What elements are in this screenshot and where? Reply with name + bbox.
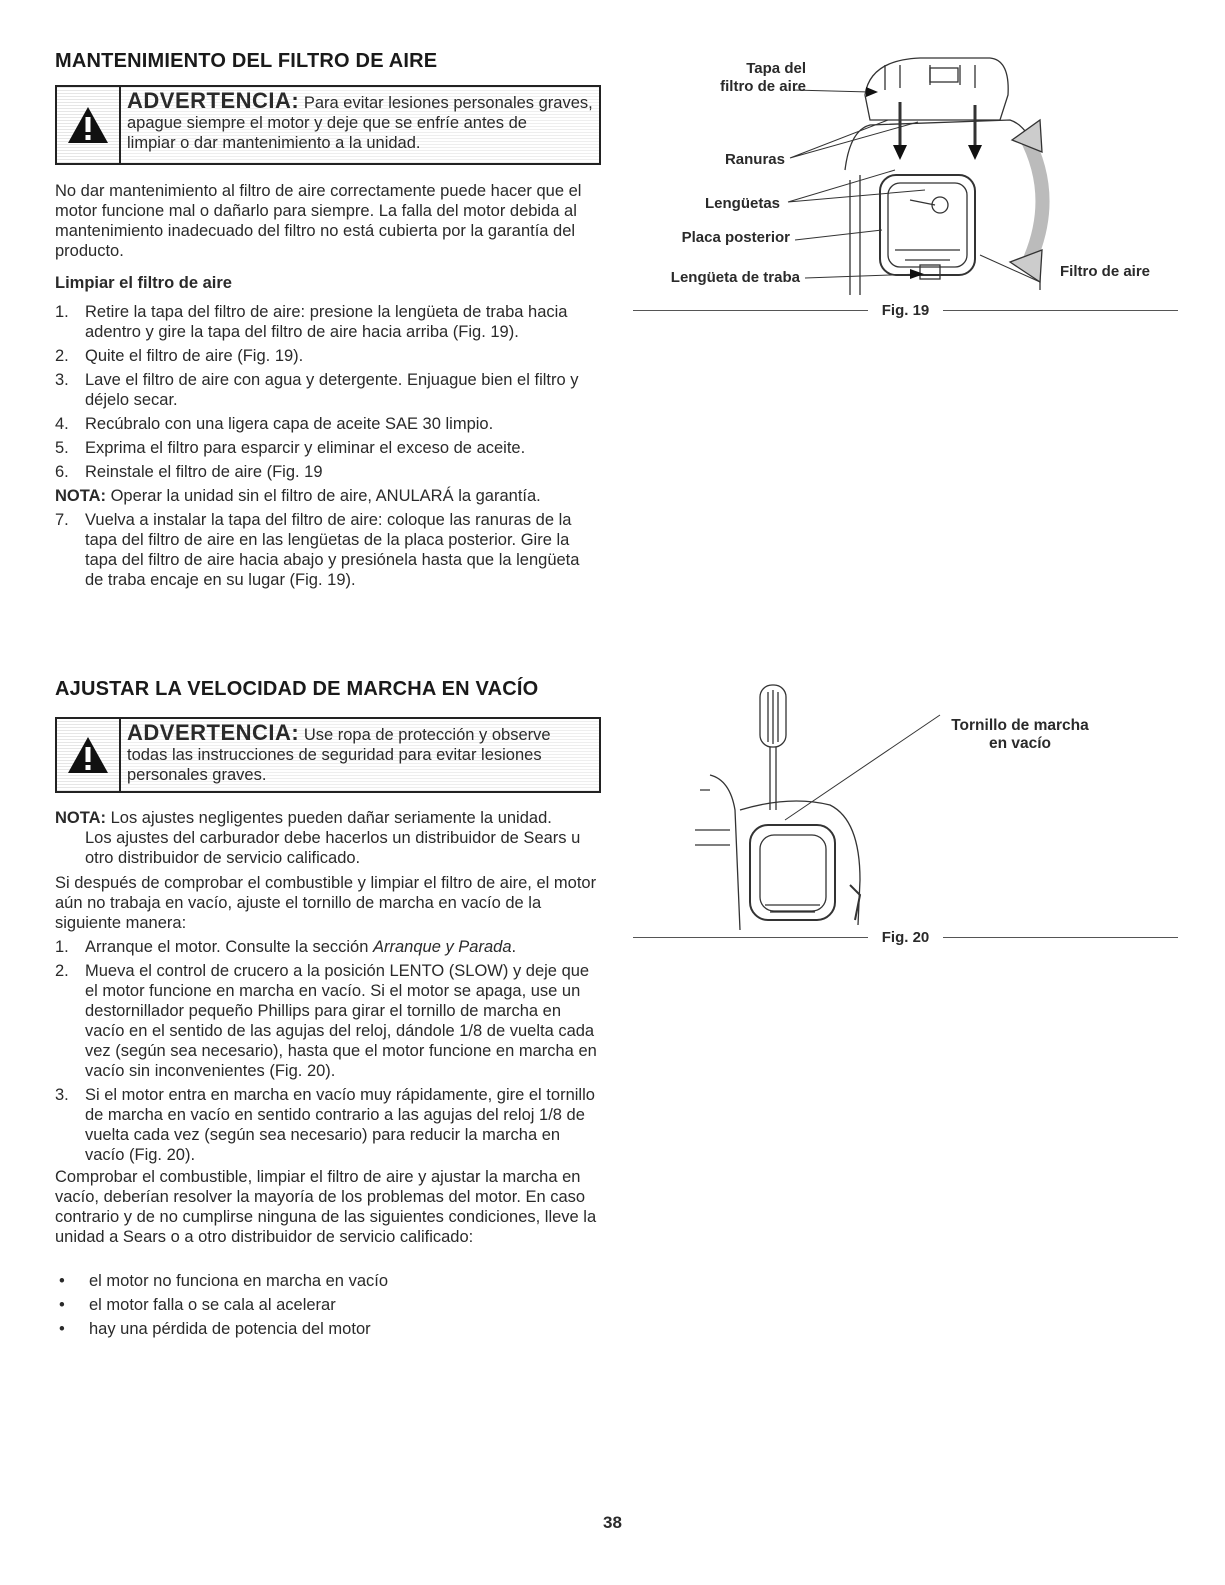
nota-text: Los ajustes del carburador debe hacerlos un distribuidor de Sears u otro distribuidor de servicio calificado. — [85, 829, 581, 867]
warning-text: apague siempre el motor y deje que se enfríe antes de — [127, 114, 527, 132]
nota-label: NOTA: — [55, 809, 107, 827]
steps-list — [55, 961, 600, 1169]
warning-heading: ADVERTENCIA: — [127, 720, 300, 745]
page-number: 38 — [603, 1513, 622, 1532]
nota-block — [55, 486, 600, 590]
bullet-item: • el motor falla o se cala al acelerar — [55, 1295, 600, 1315]
warning-text: Use ropa de protección y observe — [303, 726, 551, 744]
rule — [943, 310, 1178, 311]
label-traba: Lengüeta de traba — [670, 269, 800, 286]
list-item: 4. Recúbralo con una ligera capa de aceite SAE 30 limpio. — [55, 415, 494, 433]
warning-box — [55, 717, 601, 793]
bullet-list — [55, 1271, 600, 1343]
rule — [943, 937, 1178, 938]
list-item: 3. Lave el filtro de aire con agua y detergente. Enjuague bien el filtro y déjelo secar. — [55, 371, 579, 409]
label-lenguetas: Lengüetas — [704, 195, 780, 212]
list-item: 7. Vuelva a instalar la tapa del filtro de aire: coloque las ranuras de la tapa del filtro de aire en las lengüetas de la placa posterior. Gire la tapa del filtro de aire hacia abajo y presiónela hasta que la lengüeta de traba encaje en su lugar (Fig. 19). — [55, 511, 580, 589]
warning-box — [55, 85, 601, 165]
warning-text: personales graves. — [127, 766, 267, 784]
nota-label: NOTA: — [55, 487, 107, 505]
figure-19 — [630, 50, 1180, 330]
rule — [633, 310, 868, 311]
nota-text: Los ajustes negligentes pueden dañar seriamente la unidad. — [106, 809, 552, 827]
rule — [633, 937, 868, 938]
section-title-air-filter: MANTENIMIENTO DEL FILTRO DE AIRE — [55, 50, 438, 72]
warning-text: todas las instrucciones de seguridad para evitar lesiones — [127, 746, 542, 764]
bullet-icon: • — [59, 1320, 65, 1338]
bullet-icon: • — [59, 1296, 65, 1314]
closing-paragraph: Comprobar el combustible, limpiar el filtro de aire y ajustar la marcha en vacío, deberían resolver la mayoría de los problemas del motor. En caso contrario y de no cumplirse ninguna de las siguientes condiciones, lleve la unidad a Sears o a otro distribuidor de servicio calificado: — [55, 1168, 597, 1246]
figure-20 — [690, 680, 1110, 930]
label-filtro: Filtro de aire — [1060, 263, 1151, 280]
list-item: 1. Arranque el motor. Consulte la sección Arranque y Parada. — [55, 938, 517, 956]
warning-triangle-icon — [57, 87, 121, 163]
section-title-idle-speed: AJUSTAR LA VELOCIDAD DE MARCHA EN VACÍO — [55, 678, 539, 700]
label-ranuras: Ranuras — [724, 151, 785, 168]
bullet-item: • hay una pérdida de potencia del motor — [55, 1319, 600, 1339]
list-item: 6. Reinstale el filtro de aire (Fig. 19 — [55, 463, 323, 481]
list-item: 1. Retire la tapa del filtro de aire: presione la lengüeta de traba hacia adentro y gire la tapa del filtro de aire hacia arriba (Fig. 19). — [55, 303, 568, 341]
subheading-clean-filter: Limpiar el filtro de aire — [55, 274, 232, 292]
list-item: 3. Si el motor entra en marcha en vacío muy rápidamente, gire el tornillo de marcha en vacío en sentido contrario a las agujas del reloj 1/8 de vuelta cada vez (según sea necesario) para reducir la marcha en vacío (Fig. 20). — [55, 1086, 595, 1164]
nota-text: Operar la unidad sin el filtro de aire, ANULARÁ la garantía. — [106, 487, 541, 505]
warning-text: limpiar o dar mantenimiento a la unidad. — [127, 134, 421, 152]
nota-block — [55, 808, 600, 868]
list-item: 2. Mueva el control de crucero a la posición LENTO (SLOW) y deje que el motor funcione en marcha en vacío. Si el motor se apaga, use un destornillador pequeño Phillips para girar el tornillo de marcha en vacío en el sentido de las agujas del reloj, dándole 1/8 de vuelta cada vez (según sea necesario), hasta que el motor funcione en marcha en vacío sin inconvenientes (Fig. 20). — [55, 962, 597, 1080]
warning-text: Para evitar lesiones personales graves, — [303, 94, 593, 112]
bullet-icon: • — [59, 1272, 65, 1290]
label-tornillo: Tornillo de marcha en vacío — [951, 717, 1089, 752]
intro-paragraph: Si después de comprobar el combustible y limpiar el filtro de aire, el motor aún no trabaja en vacío, ajuste el tornillo de marcha en vacío de la siguiente manera: — [55, 874, 597, 932]
list-item: 2. Quite el filtro de aire (Fig. 19). — [55, 347, 304, 365]
warning-triangle-icon — [57, 719, 121, 791]
warning-heading: ADVERTENCIA: — [127, 88, 300, 113]
figure-19-caption: Fig. 19 — [633, 302, 1178, 319]
intro-paragraph: No dar mantenimiento al filtro de aire correctamente puede hacer que el motor funcione mal o dañarlo para siempre. La falla del motor debida al mantenimiento inadecuado del filtro no está cubierta por la garantía del producto. — [55, 182, 582, 260]
label-tapa: Tapa del filtro de aire — [720, 60, 806, 95]
list-item: 5. Exprima el filtro para esparcir y eliminar el exceso de aceite. — [55, 439, 526, 457]
steps-list — [55, 302, 600, 486]
figure-20-caption: Fig. 20 — [633, 929, 1178, 946]
label-placa: Placa posterior — [681, 229, 790, 246]
bullet-item: • el motor no funciona en marcha en vacío — [55, 1271, 600, 1291]
